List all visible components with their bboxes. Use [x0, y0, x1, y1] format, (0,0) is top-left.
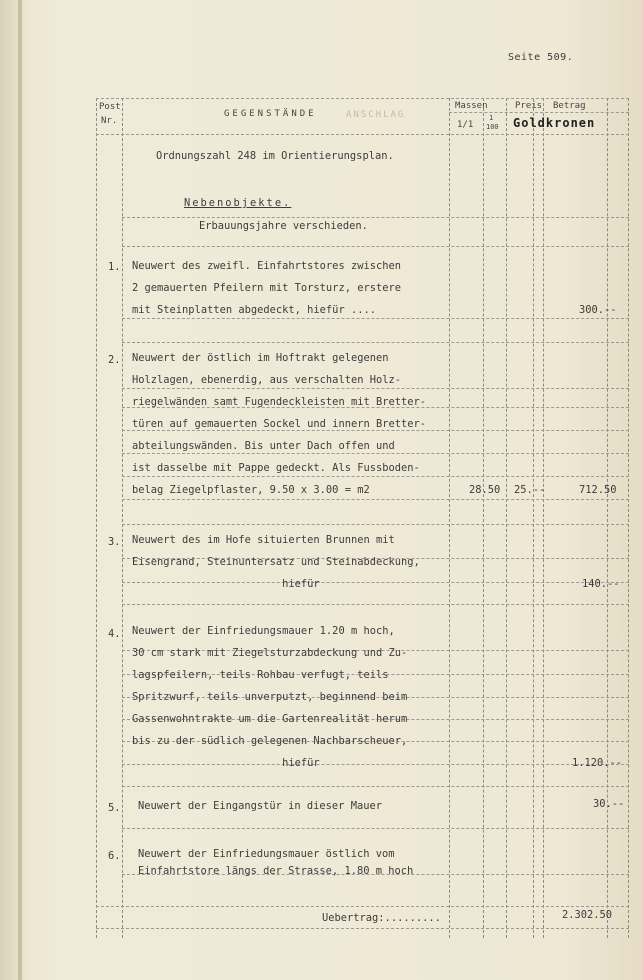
ruling-row [122, 430, 629, 431]
entry-line: Neuwert des im Hofe situierten Brunnen mit [132, 534, 395, 546]
page-number-label: Seite [508, 52, 541, 63]
ruling-footer [96, 906, 629, 907]
header-massen: Massen [455, 101, 488, 111]
entry-line: bis zu der südlich gelegenen Nachbarscheuer, [132, 735, 408, 747]
entry-line: belag Ziegelpflaster, 9.50 x 3.00 = m2 [132, 484, 370, 496]
entry-line: 2 gemauerten Pfeilern mit Torsturz, erstere [132, 282, 401, 294]
entry-line: hiefür [132, 578, 320, 590]
ruling-row [122, 217, 629, 218]
ruling-row [122, 786, 629, 787]
page-number [508, 52, 573, 63]
header-nr: Nr. [101, 116, 118, 126]
entry-line: Neuwert der Eingangstür in dieser Mauer [138, 800, 382, 812]
entry-line: Neuwert der Einfriedungsmauer 1.20 m hoch, [132, 625, 395, 637]
entry-line: türen auf gemauerten Sockel und innern Bretter- [132, 418, 427, 430]
entry-line: Spritzwurf, teils unverputzt, beginnend beim [132, 691, 408, 703]
header-preis: Preis [515, 101, 543, 111]
entry-line: Eisengrand, Steinuntersatz und Steinabdeckung, [132, 556, 420, 568]
ruling-massen-left [449, 98, 450, 938]
ruling-preis-mid [533, 98, 534, 938]
entry-line: Neuwert der östlich im Hoftrakt gelegenen [132, 352, 389, 364]
uebertrag-sum: 2.302.50 [562, 909, 613, 921]
ruling-row [122, 453, 629, 454]
entry-number: 1. [108, 261, 121, 273]
intro-nebenobjekte: Nebenobjekte. [184, 197, 292, 209]
ruling-row [122, 318, 629, 319]
header-bleedthrough: ANSCHLAG [346, 110, 406, 120]
ruling-left [96, 98, 97, 938]
ruling-row [122, 476, 629, 477]
ruling-header-split [449, 112, 629, 113]
ruling-betrag-left [543, 98, 544, 938]
entry-betrag: 712.50 [579, 484, 617, 496]
entry-line: ist dasselbe mit Pappe gedeckt. Als Fussboden- [132, 462, 420, 474]
uebertrag-label: Uebertrag:......... [322, 912, 441, 924]
entry-line: 30 cm stark mit Ziegelsturzabdeckung und Zu- [132, 647, 408, 659]
entry-line: Einfahrtstore längs der Strasse, 1.80 m hoch [138, 865, 414, 877]
intro-erbauungsjahre: Erbauungsjahre verschieden. [199, 220, 368, 232]
ruling-top [96, 98, 629, 99]
ledger-table [96, 98, 629, 938]
ruling-row [122, 342, 629, 343]
entry-betrag: 30.-- [593, 798, 625, 810]
header-post: Post [99, 102, 121, 112]
ruling-betrag-mid [607, 98, 608, 938]
ruling-header-bottom [96, 134, 629, 135]
ruling-row [122, 388, 629, 389]
header-massen-100: 100 [486, 123, 499, 131]
entry-masse: 28.50 [469, 484, 501, 496]
ruling-row [122, 828, 629, 829]
entry-line: lagspfeilern, teils Rohbau verfugt, teils [132, 669, 389, 681]
ruling-preis-left [506, 98, 507, 938]
entry-line: mit Steinplatten abgedeckt, hiefür .... [132, 304, 376, 316]
ruling-right [628, 98, 629, 938]
ruling-row [122, 246, 629, 247]
ruling-row [122, 524, 629, 525]
header-gegenstaende: GEGENSTÄNDE [224, 109, 317, 119]
entry-betrag: 140.-- [582, 578, 620, 590]
entry-number: 2. [108, 354, 121, 366]
ruling-row [122, 499, 629, 500]
header-goldkronen: Goldkronen [513, 116, 596, 130]
ruling-postnr [122, 98, 123, 938]
page-binding [18, 0, 22, 980]
entry-line: Neuwert des zweifl. Einfahrtstores zwischen [132, 260, 401, 272]
entry-line: riegelwänden samt Fugendeckleisten mit Bretter- [132, 396, 427, 408]
page-number-value: 509. [547, 52, 574, 63]
header-massen-1: 1 [489, 114, 494, 122]
entry-number: 3. [108, 536, 121, 548]
entry-number: 4. [108, 628, 121, 640]
entry-line: hiefür [132, 757, 320, 769]
header-betrag: Betrag [553, 101, 586, 111]
entry-betrag: 300.-- [579, 304, 617, 316]
intro-ordnungszahl: Ordnungszahl 248 im Orientierungsplan. [156, 150, 394, 162]
entry-betrag: 1.120.-- [572, 757, 623, 769]
ruling-row [122, 604, 629, 605]
entry-line: Neuwert der Einfriedungsmauer östlich vom [138, 848, 395, 860]
header-massen-1-1: 1/1 [457, 120, 474, 130]
entry-line: Holzlagen, ebenerdig, aus verschalten Holz- [132, 374, 401, 386]
entry-number: 5. [108, 802, 121, 814]
ruling-bottom [96, 928, 629, 929]
entry-line: abteilungswänden. Bis unter Dach offen und [132, 440, 395, 452]
entry-line: Gassenwohntrakte um die Gartenrealität herum [132, 713, 408, 725]
entry-number: 6. [108, 850, 121, 862]
entry-preis: 25.-- [514, 484, 546, 496]
ruling-massen-mid [483, 98, 484, 938]
